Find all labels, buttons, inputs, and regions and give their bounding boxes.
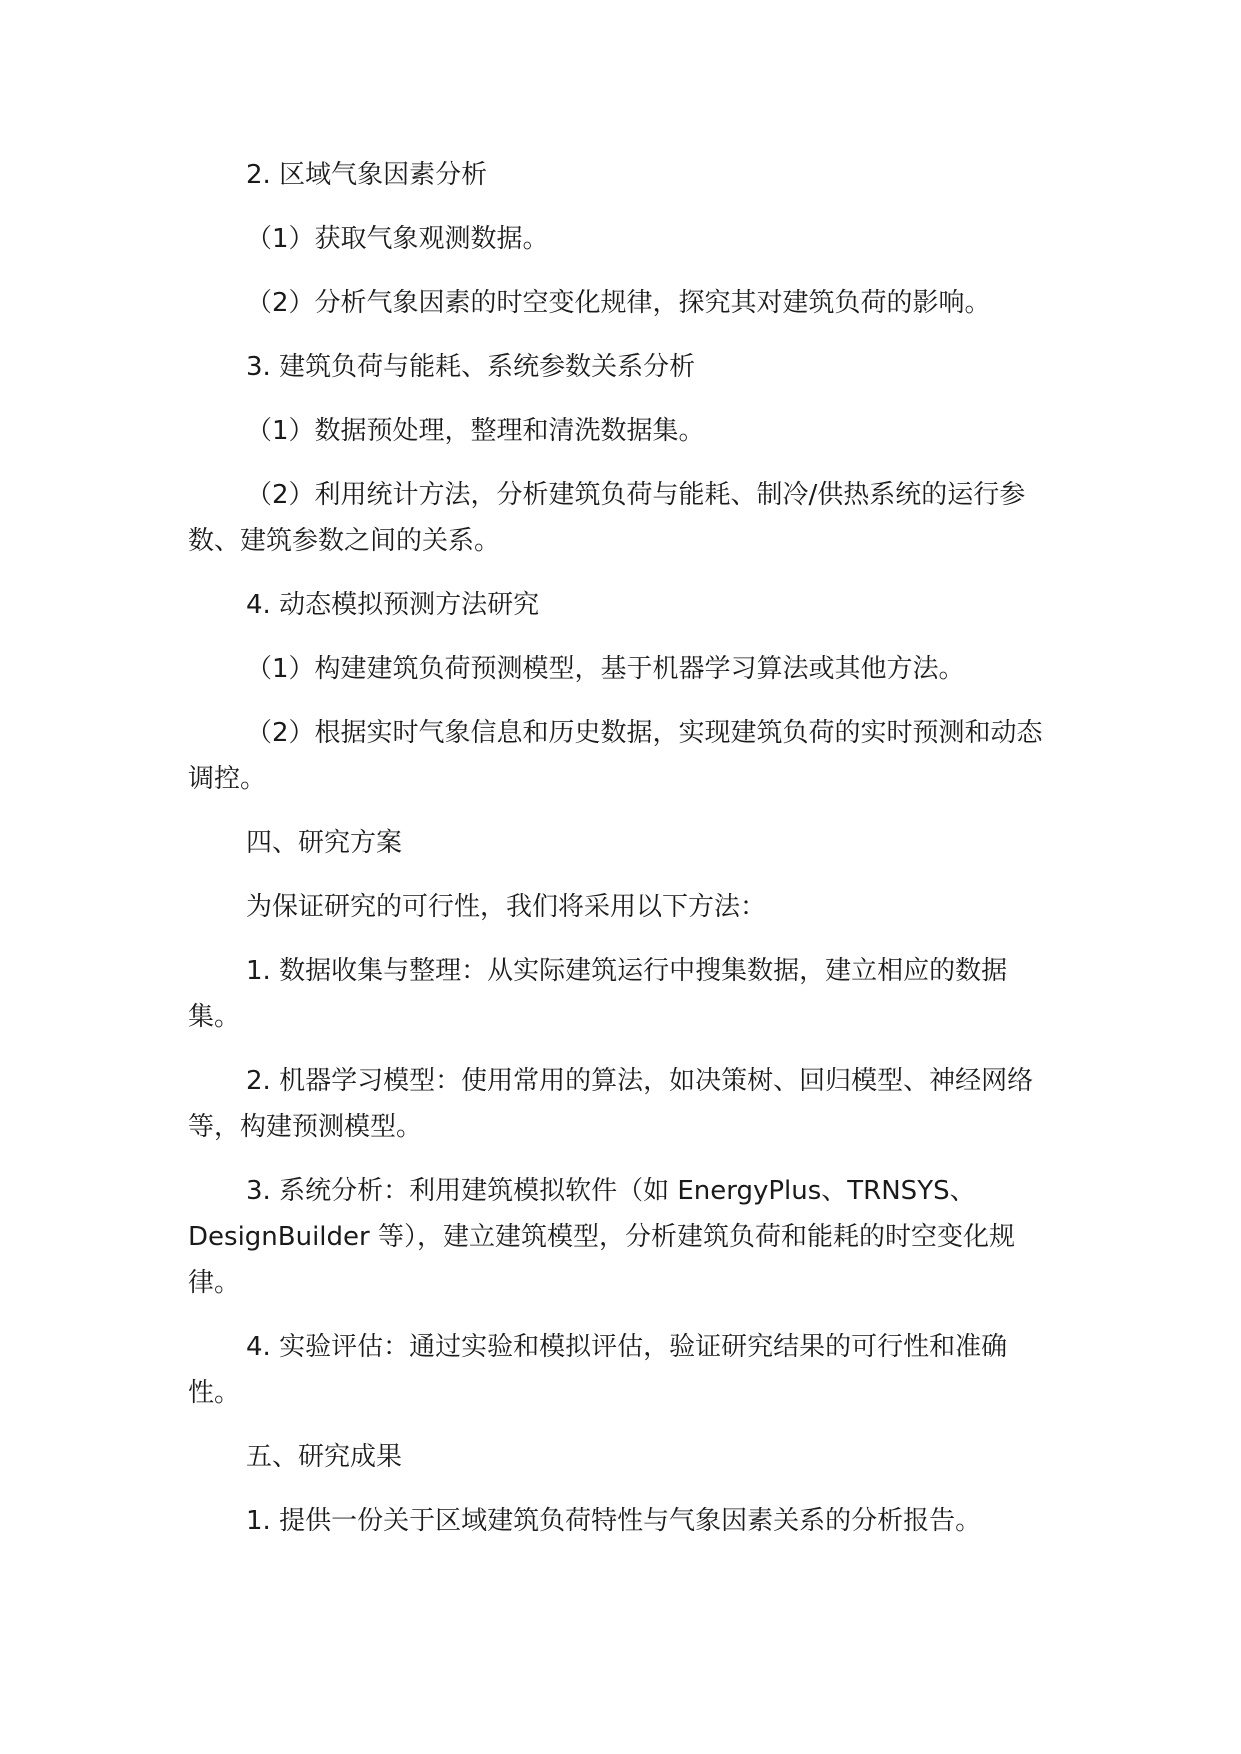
list-item: 4. 实验评估：通过实验和模拟评估，验证研究结果的可行性和准确性。 — [188, 1332, 1008, 1408]
list-item: （2）根据实时气象信息和历史数据，实现建筑负荷的实时预测和动态调控。 — [188, 718, 1043, 794]
list-item: （1）获取气象观测数据。 — [246, 224, 549, 254]
list-item: 1. 提供一份关于区域建筑负荷特性与气象因素关系的分析报告。 — [246, 1506, 982, 1536]
document-body — [188, 152, 1048, 1562]
section-heading-dynamic-simulation: 4. 动态模拟预测方法研究 — [246, 590, 540, 620]
chapter-heading-research-results: 五、研究成果 — [246, 1442, 403, 1472]
list-item: 3. 系统分析：利用建筑模拟软件（如 EnergyPlus、TRNSYS、DesignBuilder 等），建立建筑模型，分析建筑负荷和能耗的时空变化规律。 — [188, 1176, 1015, 1298]
list-item: 2. 机器学习模型：使用常用的算法，如决策树、回归模型、神经网络等，构建预测模型。 — [188, 1066, 1034, 1142]
chapter-heading-research-plan: 四、研究方案 — [246, 828, 403, 858]
section-heading-weather-analysis: 2. 区域气象因素分析 — [246, 160, 488, 190]
body-paragraph: 为保证研究的可行性，我们将采用以下方法： — [246, 892, 767, 922]
list-item: （2）分析气象因素的时空变化规律，探究其对建筑负荷的影响。 — [246, 288, 991, 318]
list-item: （2）利用统计方法，分析建筑负荷与能耗、制冷/供热系统的运行参数、建筑参数之间的关系。 — [188, 480, 1026, 556]
list-item: 1. 数据收集与整理：从实际建筑运行中搜集数据，建立相应的数据集。 — [188, 956, 1008, 1032]
list-item: （1）数据预处理，整理和清洗数据集。 — [246, 416, 705, 446]
list-item: （1）构建建筑负荷预测模型，基于机器学习算法或其他方法。 — [246, 654, 965, 684]
section-heading-load-relationship: 3. 建筑负荷与能耗、系统参数关系分析 — [246, 352, 696, 382]
